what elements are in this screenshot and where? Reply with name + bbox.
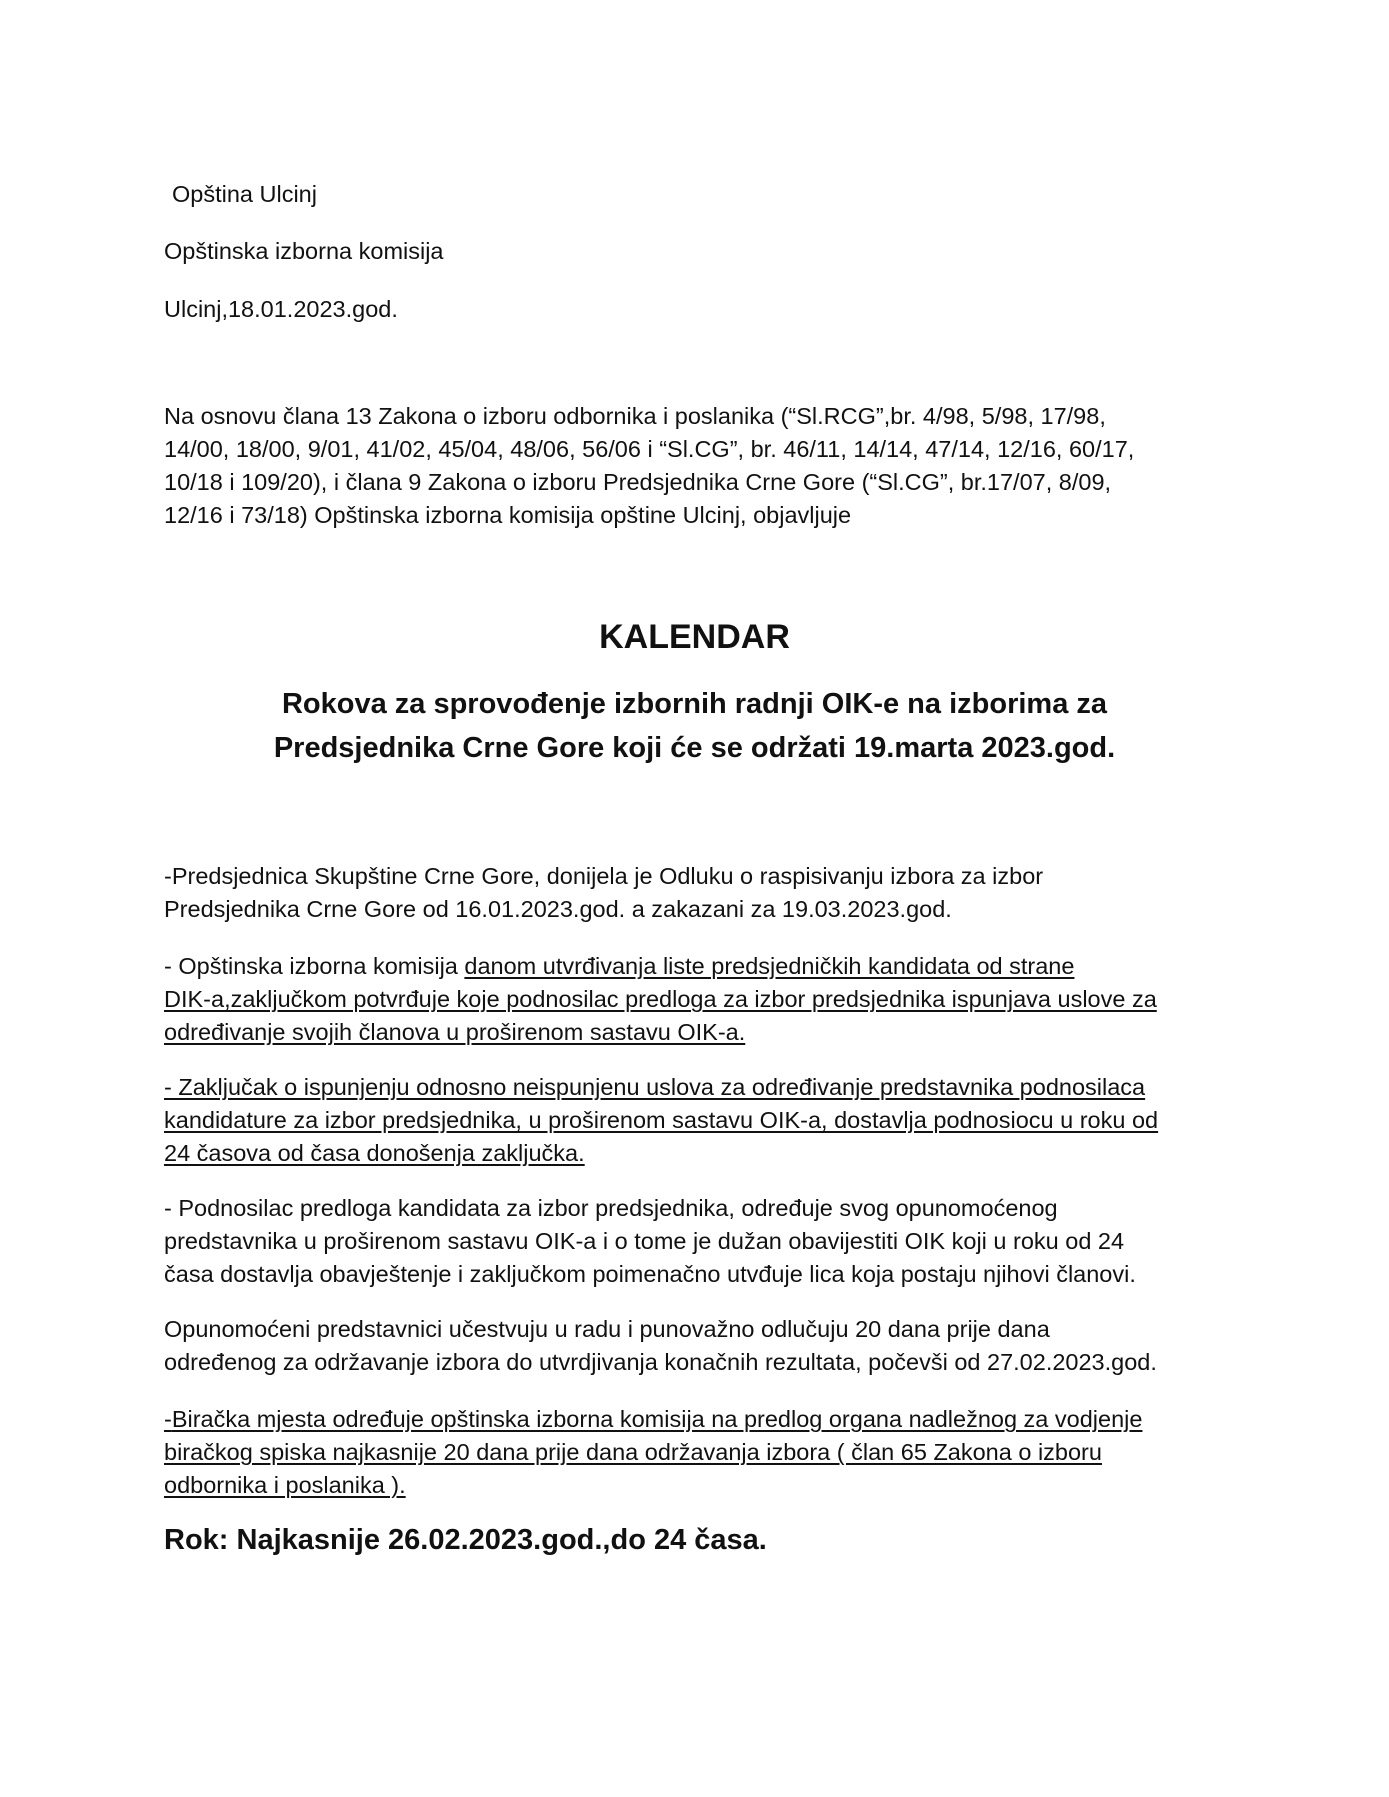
intro-paragraph [164,400,1234,532]
paragraph-line: časa dostavlja obavještenje i zaključkom poimenačno utvđuje lica koja postaju njihovi članovi. [164,1261,1136,1287]
paragraph-prefix: - Opštinska izborna komisija [164,953,465,979]
paragraph-line: predstavnika u proširenom sastavu OIK-a i o tome je dužan obavijestiti OIK koji u roku od 24 [164,1228,1125,1254]
commission-name: Opštinska izborna komisija [164,238,444,264]
underlined-line: određivanje svojih članova u proširenom sastavu OIK-a. [164,1019,746,1045]
paragraph-line: Opunomoćeni predstavnici učestvuju u radu i punovažno odlučuju 20 dana prije dana [164,1316,1050,1342]
underlined-text: Biračka mjesta određuje opštinska izborna komisija na predlog organa nadležnog za vodjenje [171,1406,1143,1432]
deadline-text: Rok: Najkasnije 26.02.2023.god.,do 24 časa. [164,1524,767,1556]
underlined-line: odbornika i poslanika ). [164,1472,406,1498]
paragraph-line: -Predsjednica Skupštine Crne Gore, donijela je Odluku o raspisivanju izbora za izbor [164,863,1044,889]
subtitle-line: Rokova za sprovođenje izbornih radnji OIK-e na izborima za [281,688,1108,720]
underlined-line: - Zaključak o ispunjenju odnosno neispunjenu uslova za određivanje predstavnika podnosilaca [164,1074,1146,1100]
intro-line: 10/18 i 109/20), i člana 9 Zakona o izboru Predsjednika Crne Gore (“Sl.CG”, br.17/07, 8/09, [164,469,1112,495]
paragraph-line: određenog za održavanje izbora do utvrdjivanja konačnih rezultata, počevši od 27.02.2023.god. [164,1349,1157,1375]
subtitle-line: Predsjednika Crne Gore koji će se održati 19.marta 2023.god. [273,732,1116,764]
underlined-text: danom utvrđivanja liste predsjedničkih kandidata od strane [464,953,1075,979]
paragraph-polling-stations [164,1403,1234,1502]
document-subtitle [0,682,1389,770]
paragraph-prefix: - [164,1406,172,1432]
underlined-line: kandidature za izbor predsjednika, u proširenom sastavu OIK-a, dostavlja podnosiocu u roku od [164,1107,1159,1133]
place-date: Ulcinj,18.01.2023.god. [164,296,398,322]
municipality-name: Opština Ulcinj [172,181,317,207]
paragraph-line: - Podnosilac predloga kandidata za izbor predsjednika, određuje svog opunomoćenog [164,1195,1058,1221]
paragraph-decision [164,860,1234,926]
intro-line: Na osnovu člana 13 Zakona o izboru odbornika i poslanika (“Sl.RCG”,br. 4/98, 5/98, 17/98, [164,403,1106,429]
paragraph-conclusion-delivery [164,1071,1234,1170]
paragraph-line [164,950,1234,983]
document-title: KALENDAR [599,618,790,656]
paragraph-submitter-representative [164,1192,1234,1291]
paragraph-authorized-representatives [164,1313,1234,1379]
underlined-line: 24 časova od časa donošenja zaključka. [164,1140,585,1166]
paragraph-line [164,1403,1234,1436]
underlined-line: DIK-a,zaključkom potvrđuje koje podnosilac predloga za izbor predsjednika ispunjava uslove za [164,986,1157,1012]
underlined-line: biračkog spiska najkasnije 20 dana prije dana održavanja izbora ( član 65 Zakona o izboru [164,1439,1102,1465]
intro-line: 14/00, 18/00, 9/01, 41/02, 45/04, 48/06, 56/06 i “Sl.CG”, br. 46/11, 14/14, 47/14, 12/16, 60/17, [164,436,1135,462]
paragraph-line: Predsjednika Crne Gore od 16.01.2023.god. a zakazani za 19.03.2023.god. [164,896,952,922]
paragraph-commission-conclusion [164,950,1234,1049]
intro-line: 12/16 i 73/18) Opštinska izborna komisija opštine Ulcinj, objavljuje [164,502,852,528]
